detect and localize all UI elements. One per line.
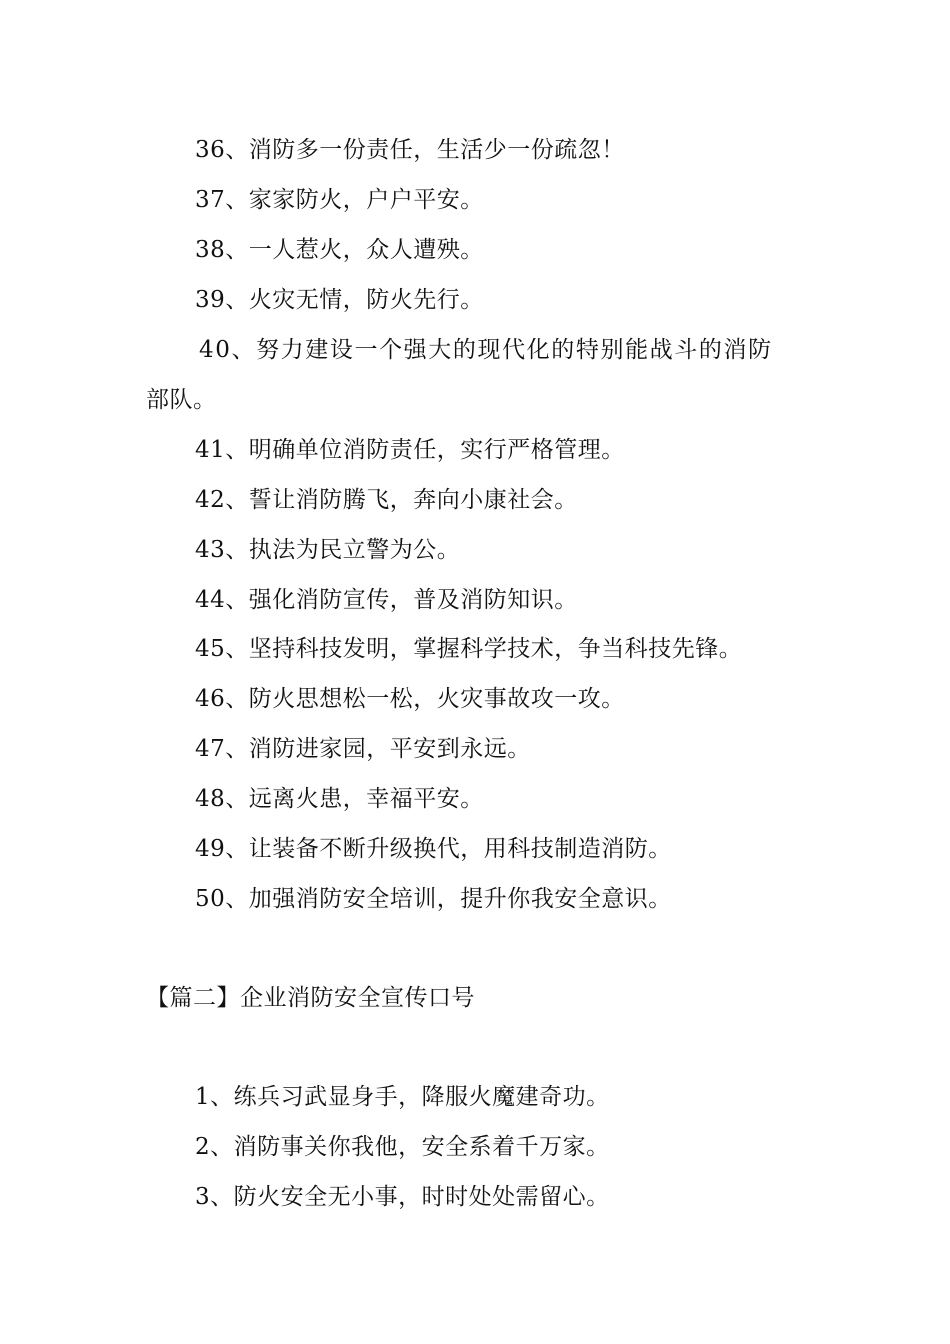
slogan-item-44: 44、强化消防宣传，普及消防知识。 <box>195 587 578 613</box>
slogan-item-50: 50、加强消防安全培训，提升你我安全意识。 <box>195 886 672 912</box>
slogan-item-3: 3、防火安全无小事，时时处处需留心。 <box>195 1184 610 1210</box>
slogan-item-2: 2、消防事关你我他，安全系着千万家。 <box>195 1134 610 1160</box>
slogan-item-36: 36、消防多一份责任，生活少一份疏忽！ <box>195 137 625 163</box>
slogan-item-37: 37、家家防火，户户平安。 <box>195 187 484 213</box>
slogan-item-40-continuation: 部队。 <box>146 387 217 413</box>
slogan-item-1: 1、练兵习武显身手，降服火魔建奇功。 <box>195 1084 610 1110</box>
slogan-item-43: 43、执法为民立警为公。 <box>195 537 461 563</box>
slogan-item-48: 48、远离火患，幸福平安。 <box>195 786 484 812</box>
slogan-item-45: 45、坚持科技发明，掌握科学技术，争当科技先锋。 <box>195 636 743 662</box>
slogan-item-41: 41、明确单位消防责任，实行严格管理。 <box>195 437 625 463</box>
slogan-item-42: 42、誓让消防腾飞，奔向小康社会。 <box>195 487 578 513</box>
section-heading: 【篇二】企业消防安全宣传口号 <box>146 985 475 1011</box>
slogan-item-38: 38、一人惹火，众人遭殃。 <box>195 237 484 263</box>
slogan-item-46: 46、防火思想松一松，火灾事故攻一攻。 <box>195 686 625 712</box>
slogan-item-49: 49、让装备不断升级换代，用科技制造消防。 <box>195 836 672 862</box>
slogan-item-40: 40、努力建设一个强大的现代化的特别能战斗的消防 <box>199 337 773 363</box>
slogan-item-39: 39、火灾无情，防火先行。 <box>195 287 484 313</box>
slogan-item-47: 47、消防进家园，平安到永远。 <box>195 736 531 762</box>
